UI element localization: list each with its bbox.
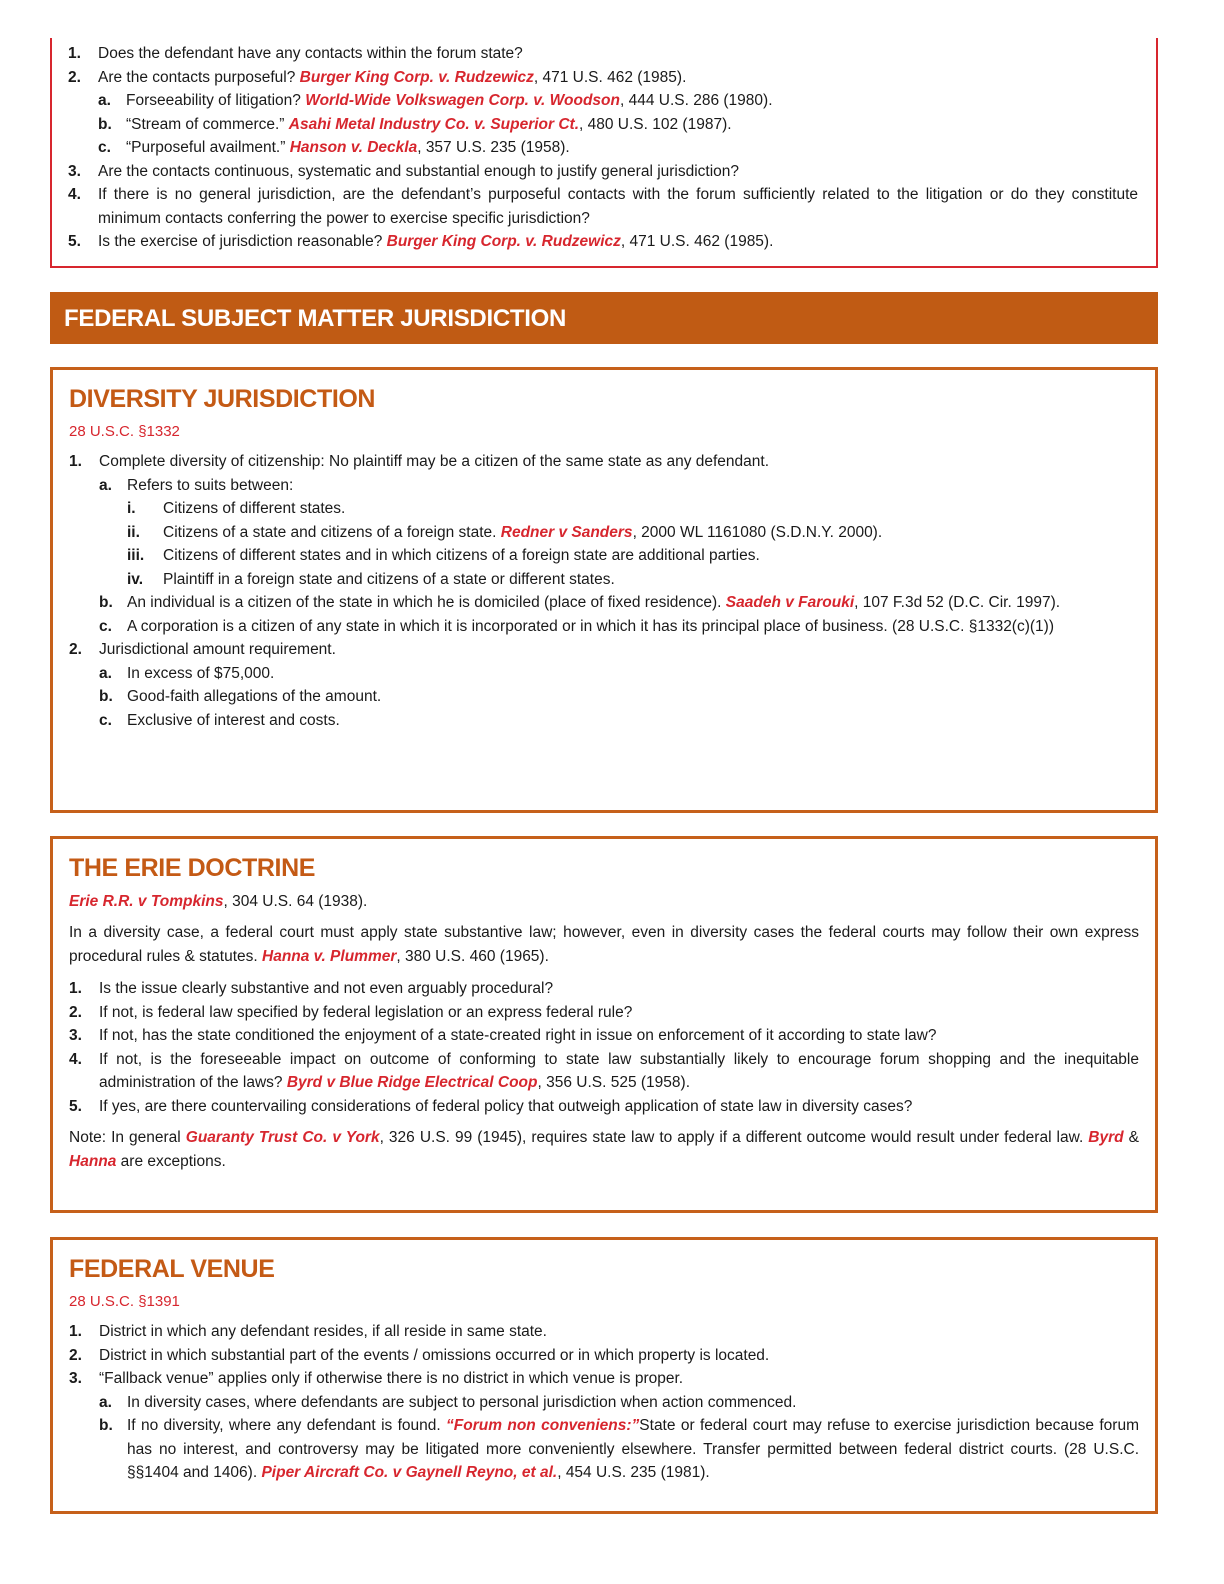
list-marker: a.	[99, 664, 112, 682]
case-citation: World-Wide Volkswagen Corp. v. Woodson	[305, 92, 620, 109]
list-item: i. Citizens of different states.	[69, 497, 1139, 521]
case-citation: Burger King Corp. v. Rudzewicz	[299, 68, 534, 86]
list-item: c. “Purposeful availment.” Hanson v. Deckla, 357 U.S. 235 (1958).	[68, 136, 1138, 160]
list-item: b. An individual is a citizen of the state in which he is domiciled (place of fixed residence). Saadeh v Farouki, 107 F.3d 52 (D.C. Cir. 1997).	[69, 591, 1139, 615]
case-citation: Hanna v. Plummer	[262, 948, 397, 965]
list-marker: 2.	[69, 1346, 82, 1364]
list-item: 1. Is the issue clearly substantive and not even arguably procedural?	[69, 977, 1139, 1001]
list-item: 5. Is the exercise of jurisdiction reasonable? Burger King Corp. v. Rudzewicz, 471 U.S. 462 (1985).	[68, 230, 1138, 254]
case-citation: Burger King Corp. v. Rudzewicz	[386, 233, 621, 250]
list-marker: 1.	[68, 45, 81, 62]
federal-venue-section	[50, 1237, 1158, 1514]
list-item: c. Exclusive of interest and costs.	[69, 709, 1139, 733]
case-citation: Hanna	[69, 1153, 117, 1170]
diversity-jurisdiction-section	[50, 367, 1158, 813]
list-item: 1. Complete diversity of citizenship: No plaintiff may be a citizen of the same state as any defendant.	[69, 450, 1139, 474]
list-item: b. If no diversity, where any defendant is found. “Forum non conveniens:”State or federal court may refuse to exercise jurisdiction because forum has no interest, and controversy may be litigated more conveniently elsewhere. Transfer permitted between federal district courts. (28 U.S.C. §§1404 and 1406). Piper Aircraft Co. v Gaynell Reyno, et al., 454 U.S. 235 (1981).	[69, 1414, 1139, 1485]
section-heading: FEDERAL VENUE	[69, 1255, 275, 1283]
primary-citation: Erie R.R. v Tompkins, 304 U.S. 64 (1938).	[69, 893, 368, 910]
list-marker: c.	[99, 617, 112, 635]
term-highlight: “Forum non conveniens:”	[446, 1417, 640, 1434]
list-marker: 1.	[69, 453, 82, 470]
erie-doctrine-section	[50, 836, 1158, 1213]
case-citation: Guaranty Trust Co. v York	[185, 1129, 380, 1146]
list-item: iii. Citizens of different states and in which citizens of a foreign state are additional parties.	[69, 544, 1139, 568]
case-citation: Hanson v. Deckla	[289, 139, 418, 156]
list-marker: 3.	[69, 1027, 82, 1044]
list-item: 1. District in which any defendant resides, if all reside in same state.	[69, 1320, 1139, 1344]
list-marker: 1.	[69, 1323, 82, 1340]
list-marker: 2.	[68, 68, 81, 86]
list-item: 3. If not, has the state conditioned the enjoyment of a state-created right in issue on enforcement of it according to state law?	[69, 1024, 1139, 1048]
list-item: 2. If not, is federal law specified by federal legislation or an express federal rule?	[69, 1001, 1139, 1025]
list-marker: 2.	[69, 641, 82, 658]
case-citation: Piper Aircraft Co. v Gaynell Reyno, et al.	[261, 1464, 558, 1481]
list-marker: b.	[99, 594, 113, 611]
list-marker: b.	[98, 115, 112, 133]
list-marker: b.	[99, 1417, 113, 1434]
list-marker: a.	[99, 1393, 112, 1411]
list-marker: 4.	[68, 186, 81, 203]
list-item: iv. Plaintiff in a foreign state and citizens of a state or different states.	[69, 568, 1139, 592]
list-item: 2. Jurisdictional amount requirement.	[69, 638, 1139, 662]
statute-reference: 28 U.S.C. §1332	[69, 423, 180, 440]
list-marker: 1.	[69, 980, 82, 997]
list-item: ii. Citizens of a state and citizens of a foreign state. Redner v Sanders, 2000 WL 1161080 (S.D.N.Y. 2000).	[69, 521, 1139, 545]
list-item: a. Refers to suits between:	[69, 474, 1139, 498]
case-citation: Asahi Metal Industry Co. v. Superior Ct.	[288, 115, 580, 133]
list-marker: a.	[99, 476, 112, 494]
list-item: 2. Are the contacts purposeful? Burger King Corp. v. Rudzewicz, 471 U.S. 462 (1985).	[68, 66, 1138, 90]
list-marker: 3.	[68, 162, 81, 180]
statute-reference: 28 U.S.C. §1391	[69, 1293, 180, 1310]
list-marker: c.	[98, 139, 111, 156]
list-marker: c.	[99, 711, 112, 729]
list-marker: iii.	[127, 547, 145, 564]
note-paragraph: Note: In general Guaranty Trust Co. v York, 326 U.S. 99 (1945), requires state law to apply if a different outcome would result under federal law. Byrd & Hanna are exceptions.	[69, 1129, 1139, 1170]
list-item: 3. Are the contacts continuous, systematic and substantial enough to justify general jurisdiction?	[68, 160, 1138, 184]
list-item: 4. If not, is the foreseeable impact on outcome of conforming to state law substantially likely to encourage forum shopping and the inequitable administration of the laws? Byrd v Blue Ridge Electrical Coop, 356 U.S. 525 (1958).	[69, 1048, 1139, 1095]
list-item: c. A corporation is a citizen of any state in which it is incorporated or in which it has its principal place of business. (28 U.S.C. §1332(c)(1))	[69, 615, 1139, 639]
list-marker: b.	[99, 688, 113, 705]
list-marker: 2.	[69, 1003, 82, 1021]
list-marker: 5.	[69, 1097, 82, 1115]
list-item: 5. If yes, are there countervailing considerations of federal policy that outweigh application of state law in diversity cases?	[69, 1095, 1139, 1119]
list-item: b. Good-faith allegations of the amount.	[69, 685, 1139, 709]
list-marker: a.	[98, 92, 111, 109]
list-marker: iv.	[127, 570, 144, 588]
case-citation: Byrd	[1088, 1129, 1124, 1146]
list-item: 3. “Fallback venue” applies only if otherwise there is no district in which venue is proper.	[69, 1367, 1139, 1391]
section-heading: THE ERIE DOCTRINE	[69, 854, 315, 882]
list-item: b. “Stream of commerce.” Asahi Metal Industry Co. v. Superior Ct., 480 U.S. 102 (1987).	[68, 113, 1138, 137]
list-marker: 3.	[69, 1370, 82, 1387]
list-item: a. In excess of $75,000.	[69, 662, 1139, 686]
list-marker: 4.	[69, 1050, 82, 1068]
section-banner: FEDERAL SUBJECT MATTER JURISDICTION	[50, 292, 1158, 344]
list-marker: 5.	[68, 233, 81, 250]
case-citation: Byrd v Blue Ridge Electrical Coop	[286, 1074, 538, 1091]
list-item: a. In diversity cases, where defendants are subject to personal jurisdiction when action commenced.	[69, 1391, 1139, 1415]
section-heading: DIVERSITY JURISDICTION	[69, 385, 376, 413]
list-item: 4. If there is no general jurisdiction, are the defendant’s purposeful contacts with the forum sufficiently related to the litigation or do they constitute minimum contacts conferring the power to exercise specific jurisdiction?	[68, 183, 1138, 230]
list-marker: i.	[127, 500, 136, 517]
intro-paragraph: In a diversity case, a federal court must apply state substantive law; however, even in diversity cases the federal courts may follow their own express procedural rules & statutes. Hanna v. Plummer, 380 U.S. 460 (1965).	[69, 924, 1139, 965]
list-item: a. Forseeability of litigation? World-Wide Volkswagen Corp. v. Woodson, 444 U.S. 286 (1980).	[68, 89, 1138, 113]
personal-jurisdiction-list-box	[50, 38, 1158, 268]
list-marker: ii.	[127, 523, 140, 541]
case-citation: Saadeh v Farouki	[725, 594, 855, 611]
case-citation: Redner v Sanders	[500, 523, 633, 541]
case-citation: Erie R.R. v Tompkins	[69, 893, 224, 910]
list-item: 1. Does the defendant have any contacts within the forum state?	[68, 42, 1138, 66]
list-item: 2. District in which substantial part of the events / omissions occurred or in which property is located.	[69, 1344, 1139, 1368]
